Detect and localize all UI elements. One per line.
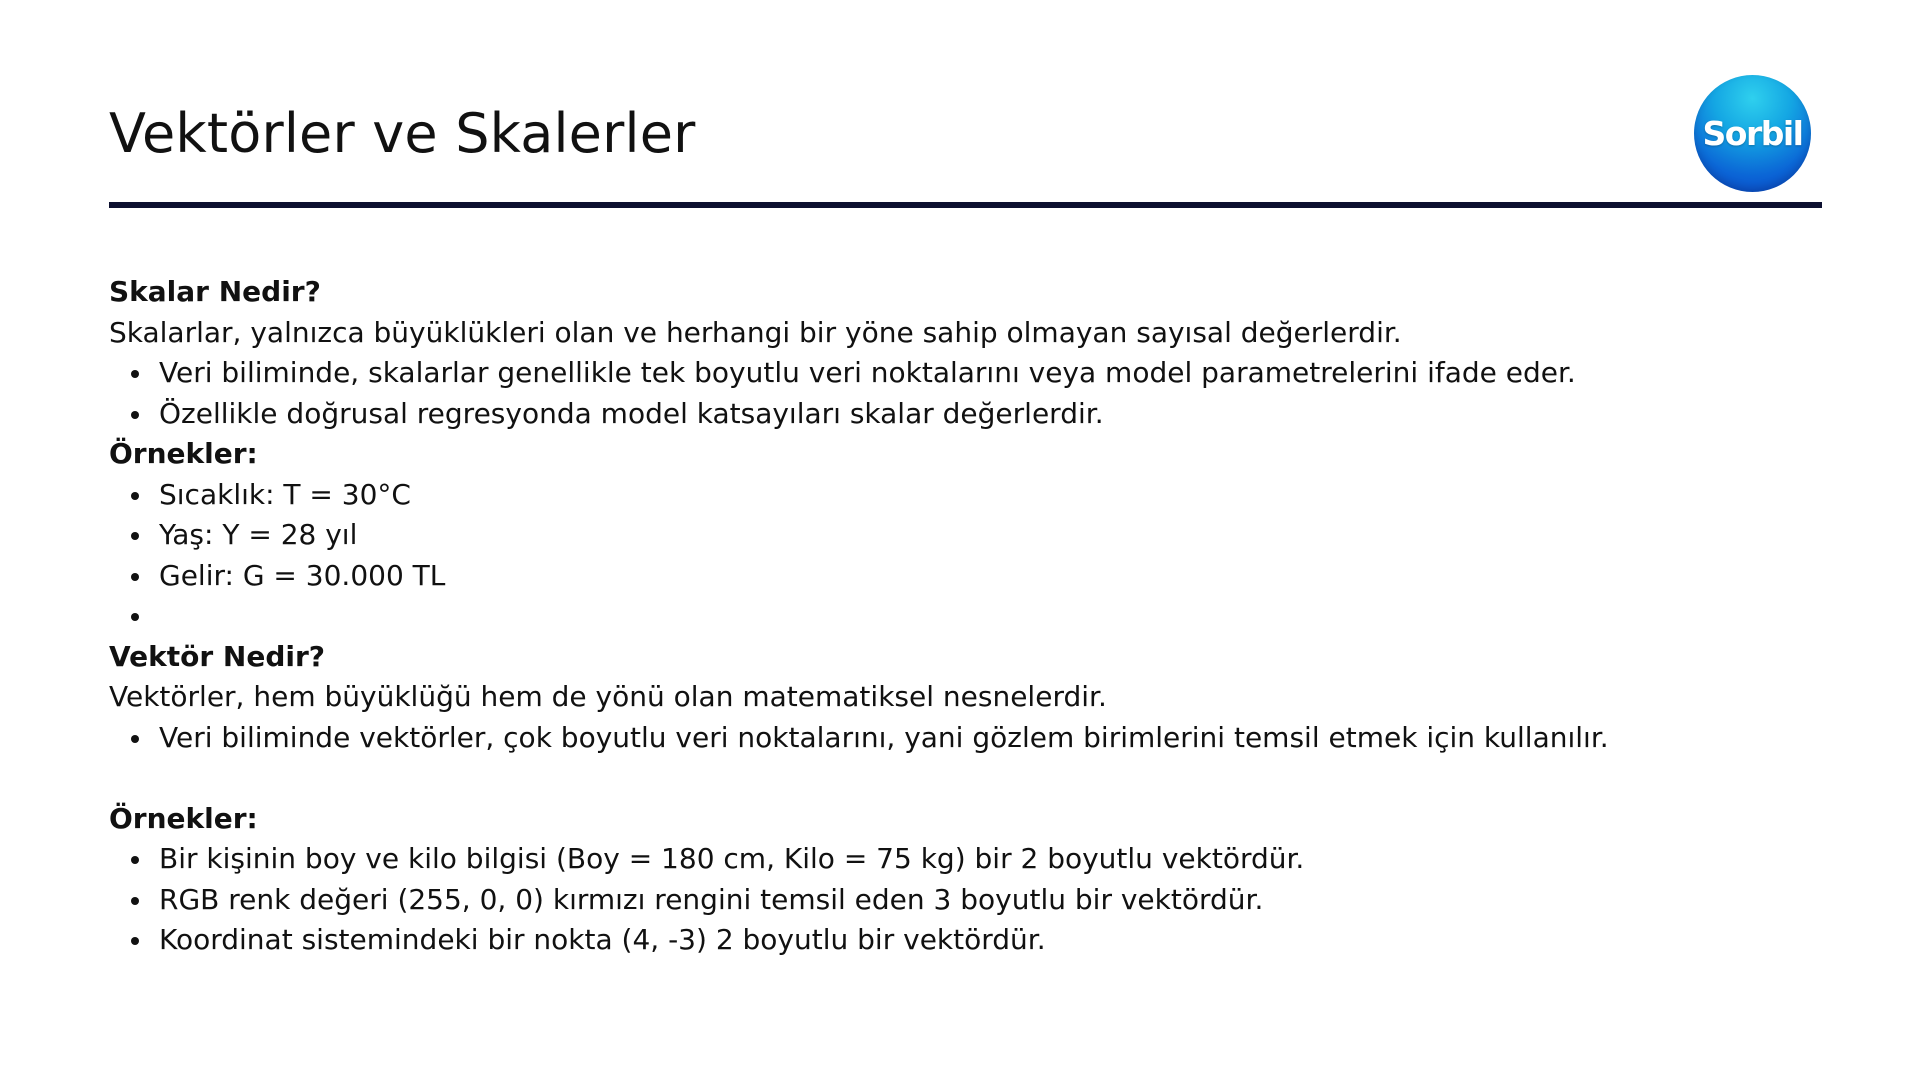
vector-bullet-list [109, 718, 1809, 759]
scalar-examples-list [109, 475, 1809, 637]
sorbil-logo-icon [1694, 75, 1811, 192]
slide-title: Vektörler ve Skalerler [109, 102, 696, 165]
scalar-heading: Skalar Nedir? [109, 275, 321, 308]
list-item: Koordinat sistemindeki bir nokta (4, -3) 2 boyutlu bir vektördür. [109, 920, 1809, 961]
empty-list-item [109, 596, 1809, 637]
vector-examples-list [109, 839, 1809, 961]
vector-examples-heading: Örnekler: [109, 801, 258, 835]
scalar-bullet-list [109, 353, 1809, 434]
scalar-definition: Skalarlar, yalnızca büyüklükleri olan ve herhangi bir yöne sahip olmayan sayısal değerlerdir. [109, 315, 1402, 349]
list-item: Bir kişinin boy ve kilo bilgisi (Boy = 180 cm, Kilo = 75 kg) bir 2 boyutlu vektördür. [109, 839, 1809, 880]
slide-content [109, 272, 1809, 961]
list-item: Özellikle doğrusal regresyonda model katsayıları skalar değerlerdir. [109, 394, 1809, 435]
list-item: Veri biliminde vektörler, çok boyutlu veri noktalarını, yani gözlem birimlerini temsil etmek için kullanılır. [109, 718, 1809, 759]
list-item: Sıcaklık: T = 30°C [109, 475, 1809, 516]
scalar-examples-heading: Örnekler: [109, 437, 258, 470]
vector-heading: Vektör Nedir? [109, 639, 326, 673]
title-divider [109, 202, 1822, 208]
logo-text: Sorbil [1702, 114, 1803, 153]
spacer [109, 758, 1809, 799]
list-item: Gelir: G = 30.000 TL [109, 556, 1809, 597]
list-item: RGB renk değeri (255, 0, 0) kırmızı rengini temsil eden 3 boyutlu bir vektördür. [109, 880, 1809, 921]
list-item: Yaş: Y = 28 yıl [109, 515, 1809, 556]
vector-definition: Vektörler, hem büyüklüğü hem de yönü olan matematiksel nesnelerdir. [109, 680, 1107, 713]
list-item: Veri biliminde, skalarlar genellikle tek boyutlu veri noktalarını veya model parametrelerini ifade eder. [109, 353, 1809, 394]
